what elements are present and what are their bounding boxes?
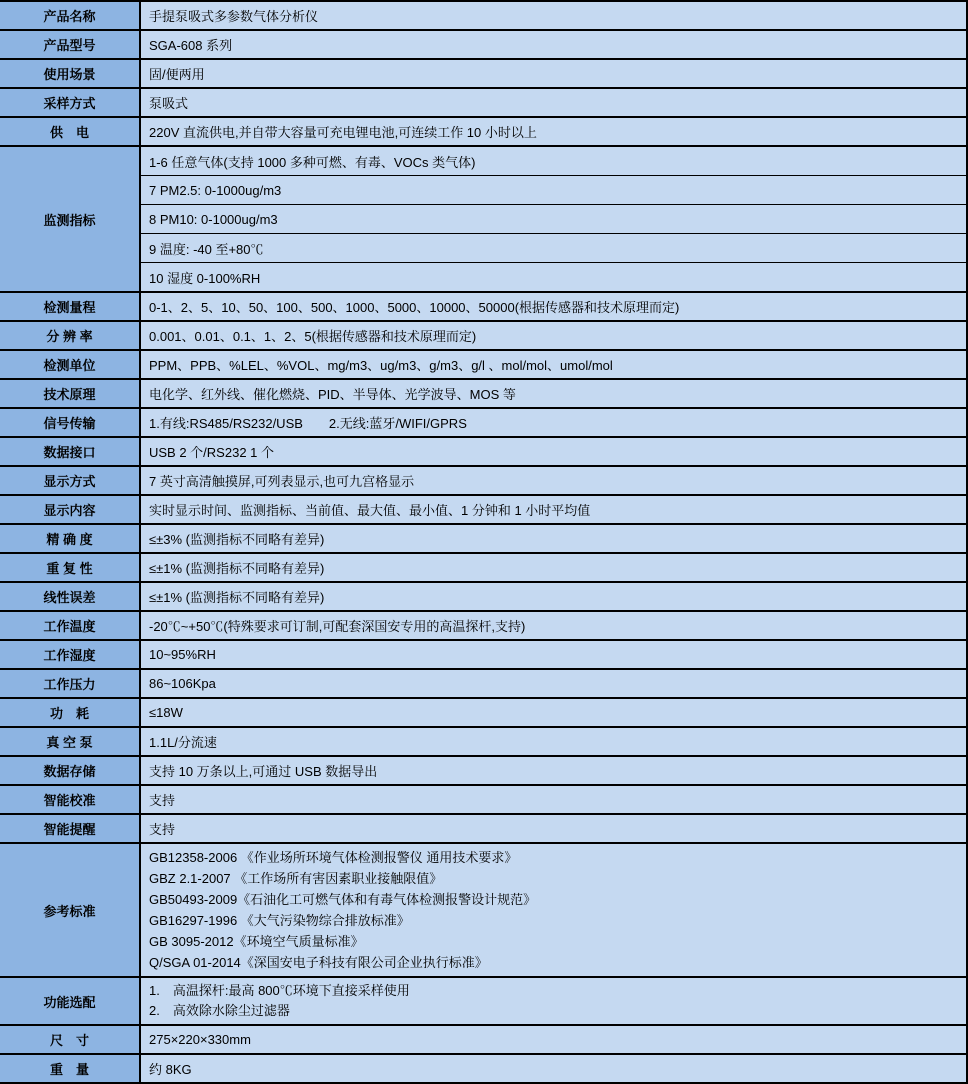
optional-feature-line: 1. 高温探杆:最高 800℃环境下直接采样使用 bbox=[149, 983, 410, 998]
spec-label: 信号传输 bbox=[0, 408, 140, 437]
row-smart-reminder bbox=[0, 814, 967, 843]
spec-label: 供 电 bbox=[0, 117, 140, 146]
spec-label: 分 辨 率 bbox=[0, 321, 140, 350]
spec-value: 支持 bbox=[140, 814, 967, 843]
reference-standard-line: Q/SGA 01-2014《深国安电子科技有限公司企业执行标准》 bbox=[149, 955, 488, 970]
row-monitoring-indicator-1 bbox=[0, 146, 967, 176]
row-monitoring-indicator-4 bbox=[0, 234, 967, 263]
spec-label: 真 空 泵 bbox=[0, 727, 140, 756]
spec-value: 10~95%RH bbox=[140, 640, 967, 669]
row-working-pressure bbox=[0, 669, 967, 698]
spec-value: 实时显示时间、监测指标、当前值、最大值、最小值、1 分钟和 1 小时平均值 bbox=[140, 495, 967, 524]
row-product-model bbox=[0, 30, 967, 59]
row-power-supply bbox=[0, 117, 967, 146]
spec-label: 显示方式 bbox=[0, 466, 140, 495]
row-power-consumption bbox=[0, 698, 967, 727]
spec-value: 10 湿度 0-100%RH bbox=[140, 263, 967, 293]
row-working-humidity bbox=[0, 640, 967, 669]
spec-label: 精 确 度 bbox=[0, 524, 140, 553]
spec-label: 数据存储 bbox=[0, 756, 140, 785]
spec-label: 功能选配 bbox=[0, 977, 140, 1025]
spec-value: 1.有线:RS485/RS232/USB 2.无线:蓝牙/WIFI/GPRS bbox=[140, 408, 967, 437]
row-display-content bbox=[0, 495, 967, 524]
spec-value: 电化学、红外线、催化燃烧、PID、半导体、光学波导、MOS 等 bbox=[140, 379, 967, 408]
row-display-mode bbox=[0, 466, 967, 495]
spec-label: 重 量 bbox=[0, 1054, 140, 1083]
spec-label: 工作压力 bbox=[0, 669, 140, 698]
row-monitoring-indicator-2 bbox=[0, 176, 967, 205]
row-optional-features bbox=[0, 977, 967, 1025]
spec-label: 重 复 性 bbox=[0, 553, 140, 582]
row-product-name bbox=[0, 1, 967, 30]
row-linearity-error bbox=[0, 582, 967, 611]
spec-label: 显示内容 bbox=[0, 495, 140, 524]
spec-value: 275×220×330mm bbox=[140, 1025, 967, 1054]
row-vacuum-pump bbox=[0, 727, 967, 756]
spec-value: 支持 10 万条以上,可通过 USB 数据导出 bbox=[140, 756, 967, 785]
spec-label: 工作湿度 bbox=[0, 640, 140, 669]
row-data-storage bbox=[0, 756, 967, 785]
row-detection-range bbox=[0, 292, 967, 321]
spec-label: 监测指标 bbox=[0, 146, 140, 292]
spec-value: 支持 bbox=[140, 785, 967, 814]
spec-label: 智能提醒 bbox=[0, 814, 140, 843]
spec-label: 线性误差 bbox=[0, 582, 140, 611]
reference-standard-line: GB16297-1996 《大气污染物综合排放标准》 bbox=[149, 913, 410, 928]
spec-label: 工作温度 bbox=[0, 611, 140, 640]
spec-value: PPM、PPB、%LEL、%VOL、mg/m3、ug/m3、g/m3、g/l 、mol/mol、umol/mol bbox=[140, 350, 967, 379]
spec-value: ≤±3% (监测指标不同略有差异) bbox=[140, 524, 967, 553]
spec-value: 7 英寸高清触摸屏,可列表显示,也可九宫格显示 bbox=[140, 466, 967, 495]
row-monitoring-indicator-3 bbox=[0, 205, 967, 234]
spec-label: 采样方式 bbox=[0, 88, 140, 117]
reference-standard-line: GB 3095-2012《环境空气质量标准》 bbox=[149, 934, 364, 949]
spec-label: 功 耗 bbox=[0, 698, 140, 727]
row-working-temperature bbox=[0, 611, 967, 640]
spec-value: 8 PM10: 0-1000ug/m3 bbox=[140, 205, 967, 234]
spec-label: 产品名称 bbox=[0, 1, 140, 30]
spec-value: 固/便两用 bbox=[140, 59, 967, 88]
spec-label: 尺 寸 bbox=[0, 1025, 140, 1054]
row-sampling-method bbox=[0, 88, 967, 117]
spec-value: 9 温度: -40 至+80℃ bbox=[140, 234, 967, 263]
spec-label: 技术原理 bbox=[0, 379, 140, 408]
spec-value: -20℃~+50℃(特殊要求可订制,可配套深国安专用的高温探杆,支持) bbox=[140, 611, 967, 640]
spec-label: 使用场景 bbox=[0, 59, 140, 88]
row-dimensions bbox=[0, 1025, 967, 1054]
optional-feature-line: 2. 高效除水除尘过滤器 bbox=[149, 1003, 290, 1018]
row-data-interface bbox=[0, 437, 967, 466]
spec-value: ≤±1% (监测指标不同略有差异) bbox=[140, 582, 967, 611]
spec-label: 智能校准 bbox=[0, 785, 140, 814]
spec-value: 1.1L/分流速 bbox=[140, 727, 967, 756]
spec-value: 86~106Kpa bbox=[140, 669, 967, 698]
row-usage-scenario bbox=[0, 59, 967, 88]
row-technical-principle bbox=[0, 379, 967, 408]
spec-label: 检测量程 bbox=[0, 292, 140, 321]
spec-value: SGA-608 系列 bbox=[140, 30, 967, 59]
spec-value: ≤18W bbox=[140, 698, 967, 727]
row-resolution bbox=[0, 321, 967, 350]
spec-value: 约 8KG bbox=[140, 1054, 967, 1083]
spec-label: 产品型号 bbox=[0, 30, 140, 59]
row-accuracy bbox=[0, 524, 967, 553]
spec-value: 0-1、2、5、10、50、100、500、1000、5000、10000、50000(根据传感器和技术原理而定) bbox=[140, 292, 967, 321]
spec-value: 0.001、0.01、0.1、1、2、5(根据传感器和技术原理而定) bbox=[140, 321, 967, 350]
reference-standard-line: GBZ 2.1-2007 《工作场所有害因素职业接触限值》 bbox=[149, 871, 443, 886]
row-reference-standards bbox=[0, 843, 967, 977]
row-detection-units bbox=[0, 350, 967, 379]
spec-value bbox=[140, 977, 967, 1025]
spec-value: 泵吸式 bbox=[140, 88, 967, 117]
row-smart-calibration bbox=[0, 785, 967, 814]
reference-standard-line: GB50493-2009《石油化工可燃气体和有毒气体检测报警设计规范》 bbox=[149, 892, 537, 907]
spec-value: 220V 直流供电,并自带大容量可充电锂电池,可连续工作 10 小时以上 bbox=[140, 117, 967, 146]
spec-value bbox=[140, 843, 967, 977]
spec-label: 检测单位 bbox=[0, 350, 140, 379]
spec-label: 数据接口 bbox=[0, 437, 140, 466]
spec-value: 1-6 任意气体(支持 1000 多种可燃、有毒、VOCs 类气体) bbox=[140, 146, 967, 176]
row-signal-transmission bbox=[0, 408, 967, 437]
spec-value: USB 2 个/RS232 1 个 bbox=[140, 437, 967, 466]
spec-value: 7 PM2.5: 0-1000ug/m3 bbox=[140, 176, 967, 205]
spec-value: ≤±1% (监测指标不同略有差异) bbox=[140, 553, 967, 582]
reference-standard-line: GB12358-2006 《作业场所环境气体检测报警仪 通用技术要求》 bbox=[149, 850, 518, 865]
row-repeatability bbox=[0, 553, 967, 582]
spec-value: 手提泵吸式多参数气体分析仪 bbox=[140, 1, 967, 30]
row-monitoring-indicator-5 bbox=[0, 263, 967, 293]
row-weight bbox=[0, 1054, 967, 1083]
spec-label: 参考标准 bbox=[0, 843, 140, 977]
